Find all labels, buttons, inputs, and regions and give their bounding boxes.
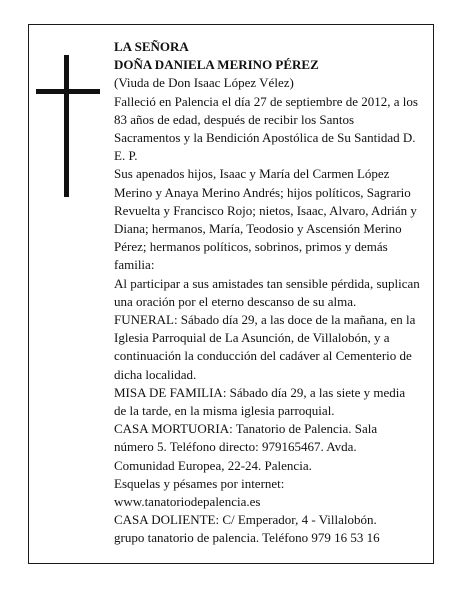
death-paragraph: Falleció en Palencia el día 27 de septiembre de 2012, a los 83 años de edad, después de recibir los Santos Sacramentos y la Bendición Apostólica de Su Santidad D. E. P. <box>114 93 418 164</box>
funeral-paragraph: FUNERAL: Sábado día 29, a las doce de la mañana, en la Iglesia Parroquial de La Asunción, de Villalobón, y a continuación la conducción del cadáver al Cementerio de dicha localidad. <box>114 312 416 382</box>
cross-icon <box>36 55 100 197</box>
mortuary-paragraph: CASA MORTUORIA: Tanatorio de Palencia. Sala número 5. Teléfono directo: 979165467. Avda. Comunidad Europea, 22-24. Palencia. <box>114 421 378 473</box>
cross-horizontal-bar <box>36 89 100 94</box>
footer-line: grupo tanatorio de palencia. Teléfono 979 16 53 16 <box>114 530 380 546</box>
notice-title: LA SEÑORA <box>114 39 189 54</box>
cross-vertical-bar <box>64 55 69 197</box>
online-label: Esquelas y pésames por internet: <box>114 475 285 491</box>
deceased-name: DOÑA DANIELA MERINO PÉREZ <box>114 57 319 73</box>
request-paragraph: Al participar a sus amistades tan sensible pérdida, suplican una oración por el eterno descanso de su alma. <box>114 275 420 309</box>
notice-text <box>114 38 420 548</box>
widow-line: (Viuda de Don Isaac López Vélez) <box>114 75 294 91</box>
family-paragraph: Sus apenados hijos, Isaac y María del Carmen López Merino y Anaya Merino Andrés; hijos políticos, Sagrario Revuelta y Francisco Rojo; nietos, Isaac, Alvaro, Adrián y Diana; hermanos, María, Teodosio y Ascensión Merino Pérez; hermanos políticos, sobrinos, primos y demás familia: <box>114 166 417 273</box>
home-paragraph: CASA DOLIENTE: C/ Emperador, 4 - Villalobón. <box>114 512 377 528</box>
mass-paragraph: MISA DE FAMILIA: Sábado día 29, a las siete y media de la tarde, en la misma iglesia parroquial. <box>114 384 406 419</box>
online-url: www.tanatoriodepalencia.es <box>114 494 261 510</box>
